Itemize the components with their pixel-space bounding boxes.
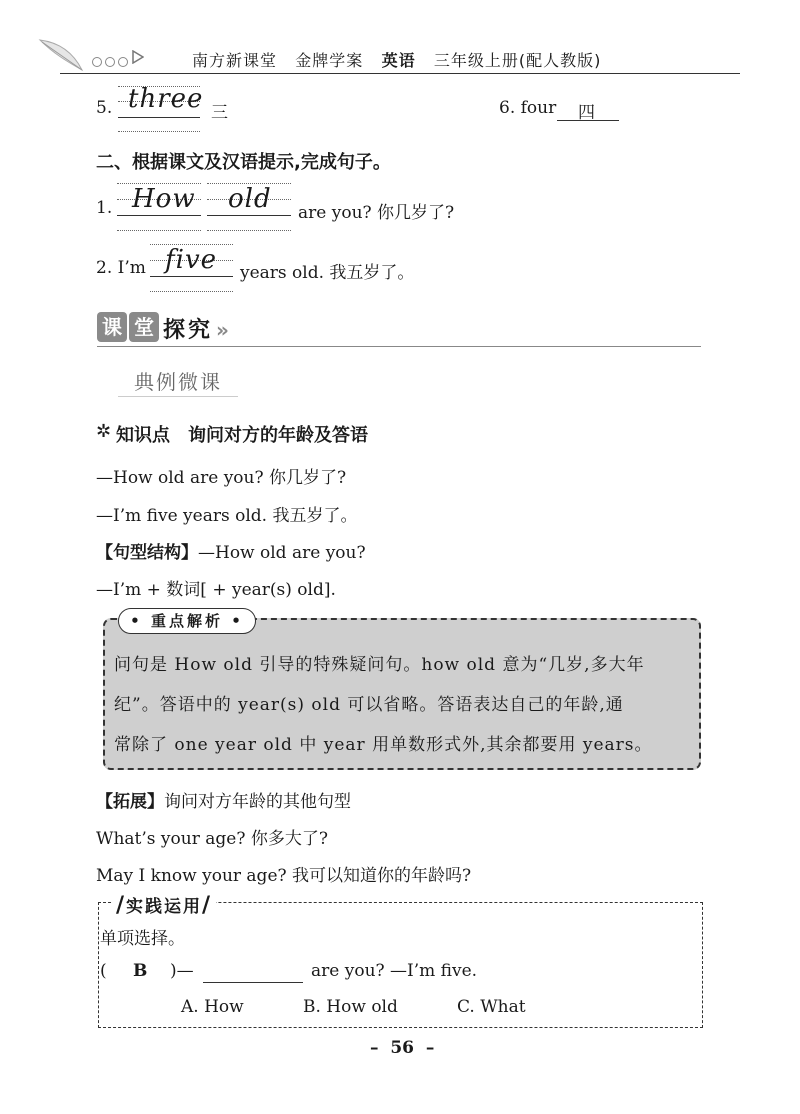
item6-label: 6. four <box>499 98 557 118</box>
expand-label: 【拓展】 <box>96 792 164 812</box>
q1-answer-old: old <box>228 184 272 214</box>
page-number: – 56 – <box>370 1038 435 1058</box>
practice-question-rest: are you? —I’m five. <box>311 961 478 981</box>
structure-label: 【句型结构】 <box>96 543 198 563</box>
q2-rest: years old. 我五岁了。 <box>240 263 415 283</box>
expand-line2: May I know your age? 我可以知道你的年龄吗? <box>96 866 472 886</box>
typical-underline <box>118 396 238 397</box>
practice-blank <box>203 982 303 983</box>
structure-question: —How old are you? <box>198 543 366 563</box>
key-analysis-tag-text: 重点解析 <box>150 612 223 630</box>
header-divider <box>60 73 740 74</box>
expand-heading <box>96 787 351 812</box>
expand-line1: What’s your age? 你多大了? <box>96 829 328 849</box>
knowledge-line2: —I’m five years old. 我五岁了。 <box>96 506 358 526</box>
practice-paren-open: ( <box>100 961 107 981</box>
page-number-value: 56 <box>390 1038 415 1058</box>
explore-badge-2: 堂 <box>129 312 159 342</box>
explore-title: 探究 <box>163 318 214 343</box>
item5-answer-word: three <box>128 84 204 114</box>
practice-paren-close: )— <box>170 961 194 981</box>
page-header <box>192 48 601 71</box>
key-analysis-text <box>114 645 690 765</box>
q1-number: 1. <box>96 198 113 218</box>
item5-meaning: 三 <box>211 103 228 123</box>
knowledge-marker-icon: ✲ <box>96 421 112 442</box>
typical-title: 典例微课 <box>134 370 222 394</box>
practice-option-c: C. What <box>457 997 526 1017</box>
q2-prefix: 2. I’m <box>96 258 146 278</box>
structure-line1 <box>96 538 366 563</box>
key-analysis-line: 纪”。答语中的 year(s) old 可以省略。答语表达自己的年龄,通 <box>114 695 624 715</box>
practice-title-wrap: /实践运用/ <box>112 892 216 918</box>
header-grade: 三年级上册(配人教版) <box>433 51 602 70</box>
practice-title: 实践运用 <box>126 897 203 917</box>
key-analysis-tag: • 重点解析 • <box>118 608 256 634</box>
practice-answer: B <box>133 961 148 981</box>
item5-number: 5. <box>96 98 113 118</box>
practice-option-a: A. How <box>181 997 244 1017</box>
practice-option-b: B. How old <box>303 997 398 1017</box>
key-analysis-line: 常除了 one year old 中 year 用单数形式外,其余都要用 years。 <box>114 735 653 755</box>
explore-arrows: » <box>216 318 229 342</box>
knowledge-title: 知识点 询问对方的年龄及答语 <box>116 425 368 446</box>
explore-badge-1: 课 <box>97 312 127 342</box>
explore-divider <box>97 346 701 347</box>
key-analysis-line: 问句是 How old 引导的特殊疑问句。how old 意为“几岁,多大年 <box>114 655 645 675</box>
q1-rest: are you? 你几岁了? <box>298 203 455 223</box>
header-play-icon <box>132 50 144 64</box>
item6-answer: 四 <box>578 103 595 123</box>
structure-line2: —I’m + 数词[ + year(s) old]. <box>96 580 336 600</box>
header-subject: 英语 <box>381 51 416 70</box>
header-brand: 南方新课堂 <box>192 51 278 70</box>
typical-moon-icon <box>97 362 125 394</box>
header-series: 金牌学案 <box>295 51 364 70</box>
section2-title: 二、根据课文及汉语提示,完成句子。 <box>96 152 391 173</box>
q1-answer-how: How <box>132 184 196 214</box>
header-dots-decoration <box>92 52 131 71</box>
practice-instruction: 单项选择。 <box>100 929 185 949</box>
knowledge-line1: —How old are you? 你几岁了? <box>96 468 347 488</box>
expand-title: 询问对方年龄的其他句型 <box>164 792 351 812</box>
feather-logo-icon <box>38 36 86 74</box>
q2-answer-five: five <box>165 245 218 275</box>
